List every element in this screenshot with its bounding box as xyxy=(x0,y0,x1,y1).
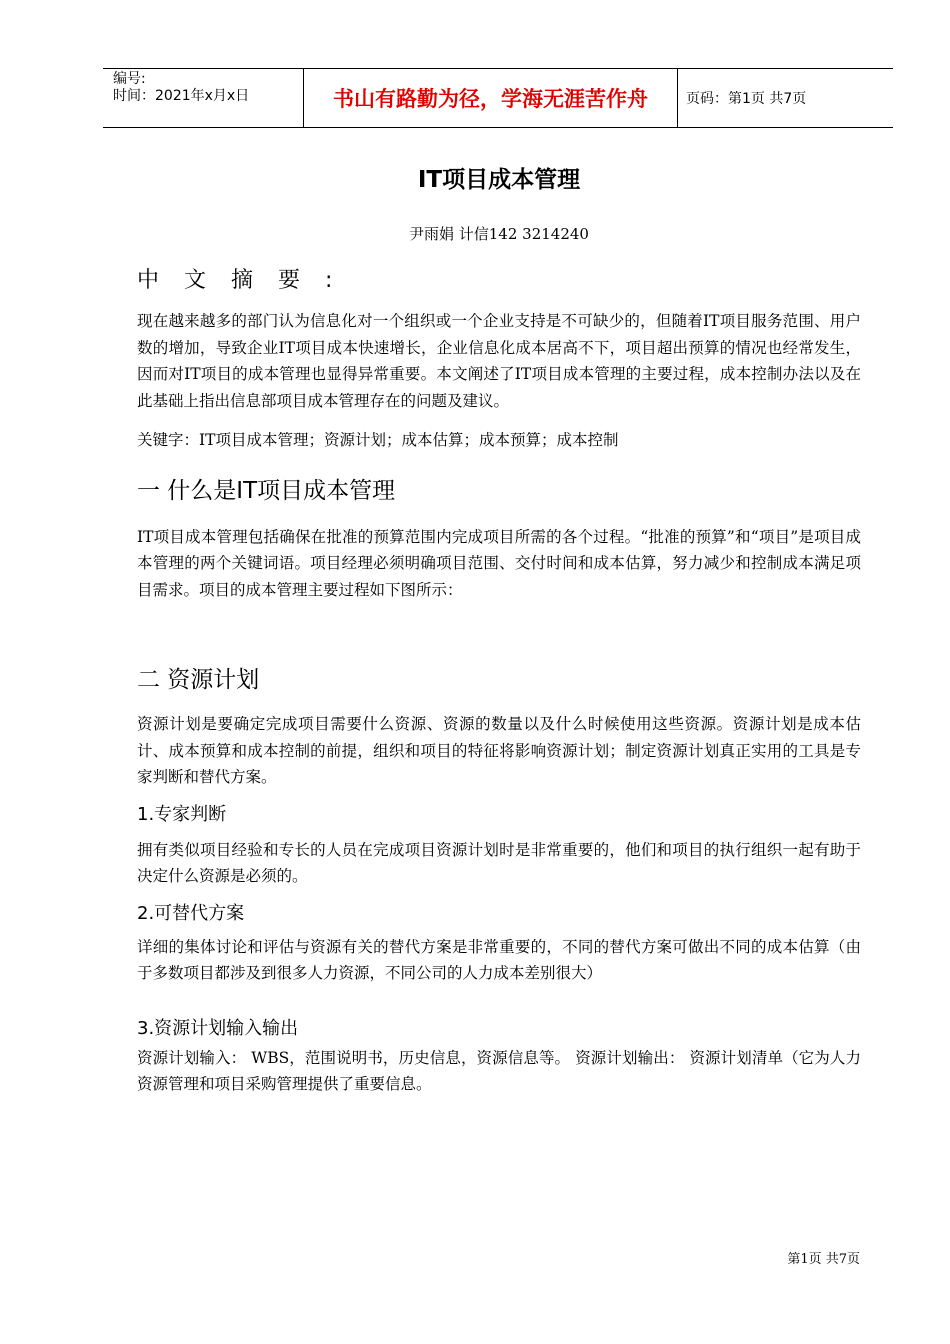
sub3-text: 资源计划输入： WBS，范围说明书，历史信息，资源信息等。 资源计划输出： 资源计划清单（它为人力资源管理和项目采购管理提供了重要信息。 xyxy=(137,1048,861,1093)
page-footer: 第1页 共7页 xyxy=(787,1252,860,1267)
header-meta xyxy=(103,69,304,127)
section2-heading: 二 资源计划 xyxy=(137,667,260,693)
abstract-heading: 中文摘要: xyxy=(137,268,358,293)
document-header xyxy=(103,68,893,128)
number-label: 编号: xyxy=(113,71,146,87)
sub1-text: 拥有类似项目经验和专长的人员在完成项目资源计划时是非常重要的，他们和项目的执行组织一起有助于决定什么资源是必须的。 xyxy=(137,840,861,885)
header-motto: 书山有路勤为径，学海无涯苦作舟 xyxy=(304,69,678,127)
document-title: IT项目成本管理 xyxy=(417,167,581,193)
sub1-heading: 1.专家判断 xyxy=(137,803,227,825)
header-page-info: 页码：第1页 共7页 xyxy=(686,91,807,107)
sub2-heading: 2.可替代方案 xyxy=(137,902,245,924)
section2-text: 资源计划是要确定完成项目需要什么资源、资源的数量以及什么时候使用这些资源。资源计划是成本估计、成本预算和成本控制的前提，组织和项目的特征将影响资源计划；制定资源计划真正实用的工具是专家判断和替代方案。 xyxy=(137,715,861,786)
keywords: 关键字：IT项目成本管理；资源计划；成本估算；成本预算；成本控制 xyxy=(137,431,619,449)
section1-heading: 一 什么是IT项目成本管理 xyxy=(137,477,396,504)
sub2-text: 详细的集体讨论和评估与资源有关的替代方案是非常重要的，不同的替代方案可做出不同的成本估算（由于多数项目都涉及到很多人力资源，不同公司的人力成本差别很大） xyxy=(137,937,861,982)
sub3-heading: 3.资源计划输入输出 xyxy=(137,1017,299,1039)
document-body xyxy=(137,160,861,1098)
abstract-text: 现在越来越多的部门认为信息化对一个组织或一个企业支持是不可缺少的，但随着IT项目服务范围、用户数的增加，导致企业IT项目成本快速增长，企业信息化成本居高不下，项目超出预算的情况也经常发生，因而对IT项目的成本管理也显得异常重要。本文阐述了IT项目成本管理的主要过程，成本控制办法以及在此基础上指出信息部项目成本管理存在的问题及建议。 xyxy=(137,312,861,410)
section1-text: IT项目成本管理包括确保在批准的预算范围内完成项目所需的各个过程。“批准的预算”和“项目”是项目成本管理的两个关键词语。项目经理必须明确项目范围、交付时间和成本估算，努力减少和控制成本满足项目需求。项目的成本管理主要过程如下图所示： xyxy=(137,527,861,599)
time-label: 时间：2021年x月x日 xyxy=(113,88,250,104)
author-line: 尹雨娟 计信142 3214240 xyxy=(409,225,589,243)
